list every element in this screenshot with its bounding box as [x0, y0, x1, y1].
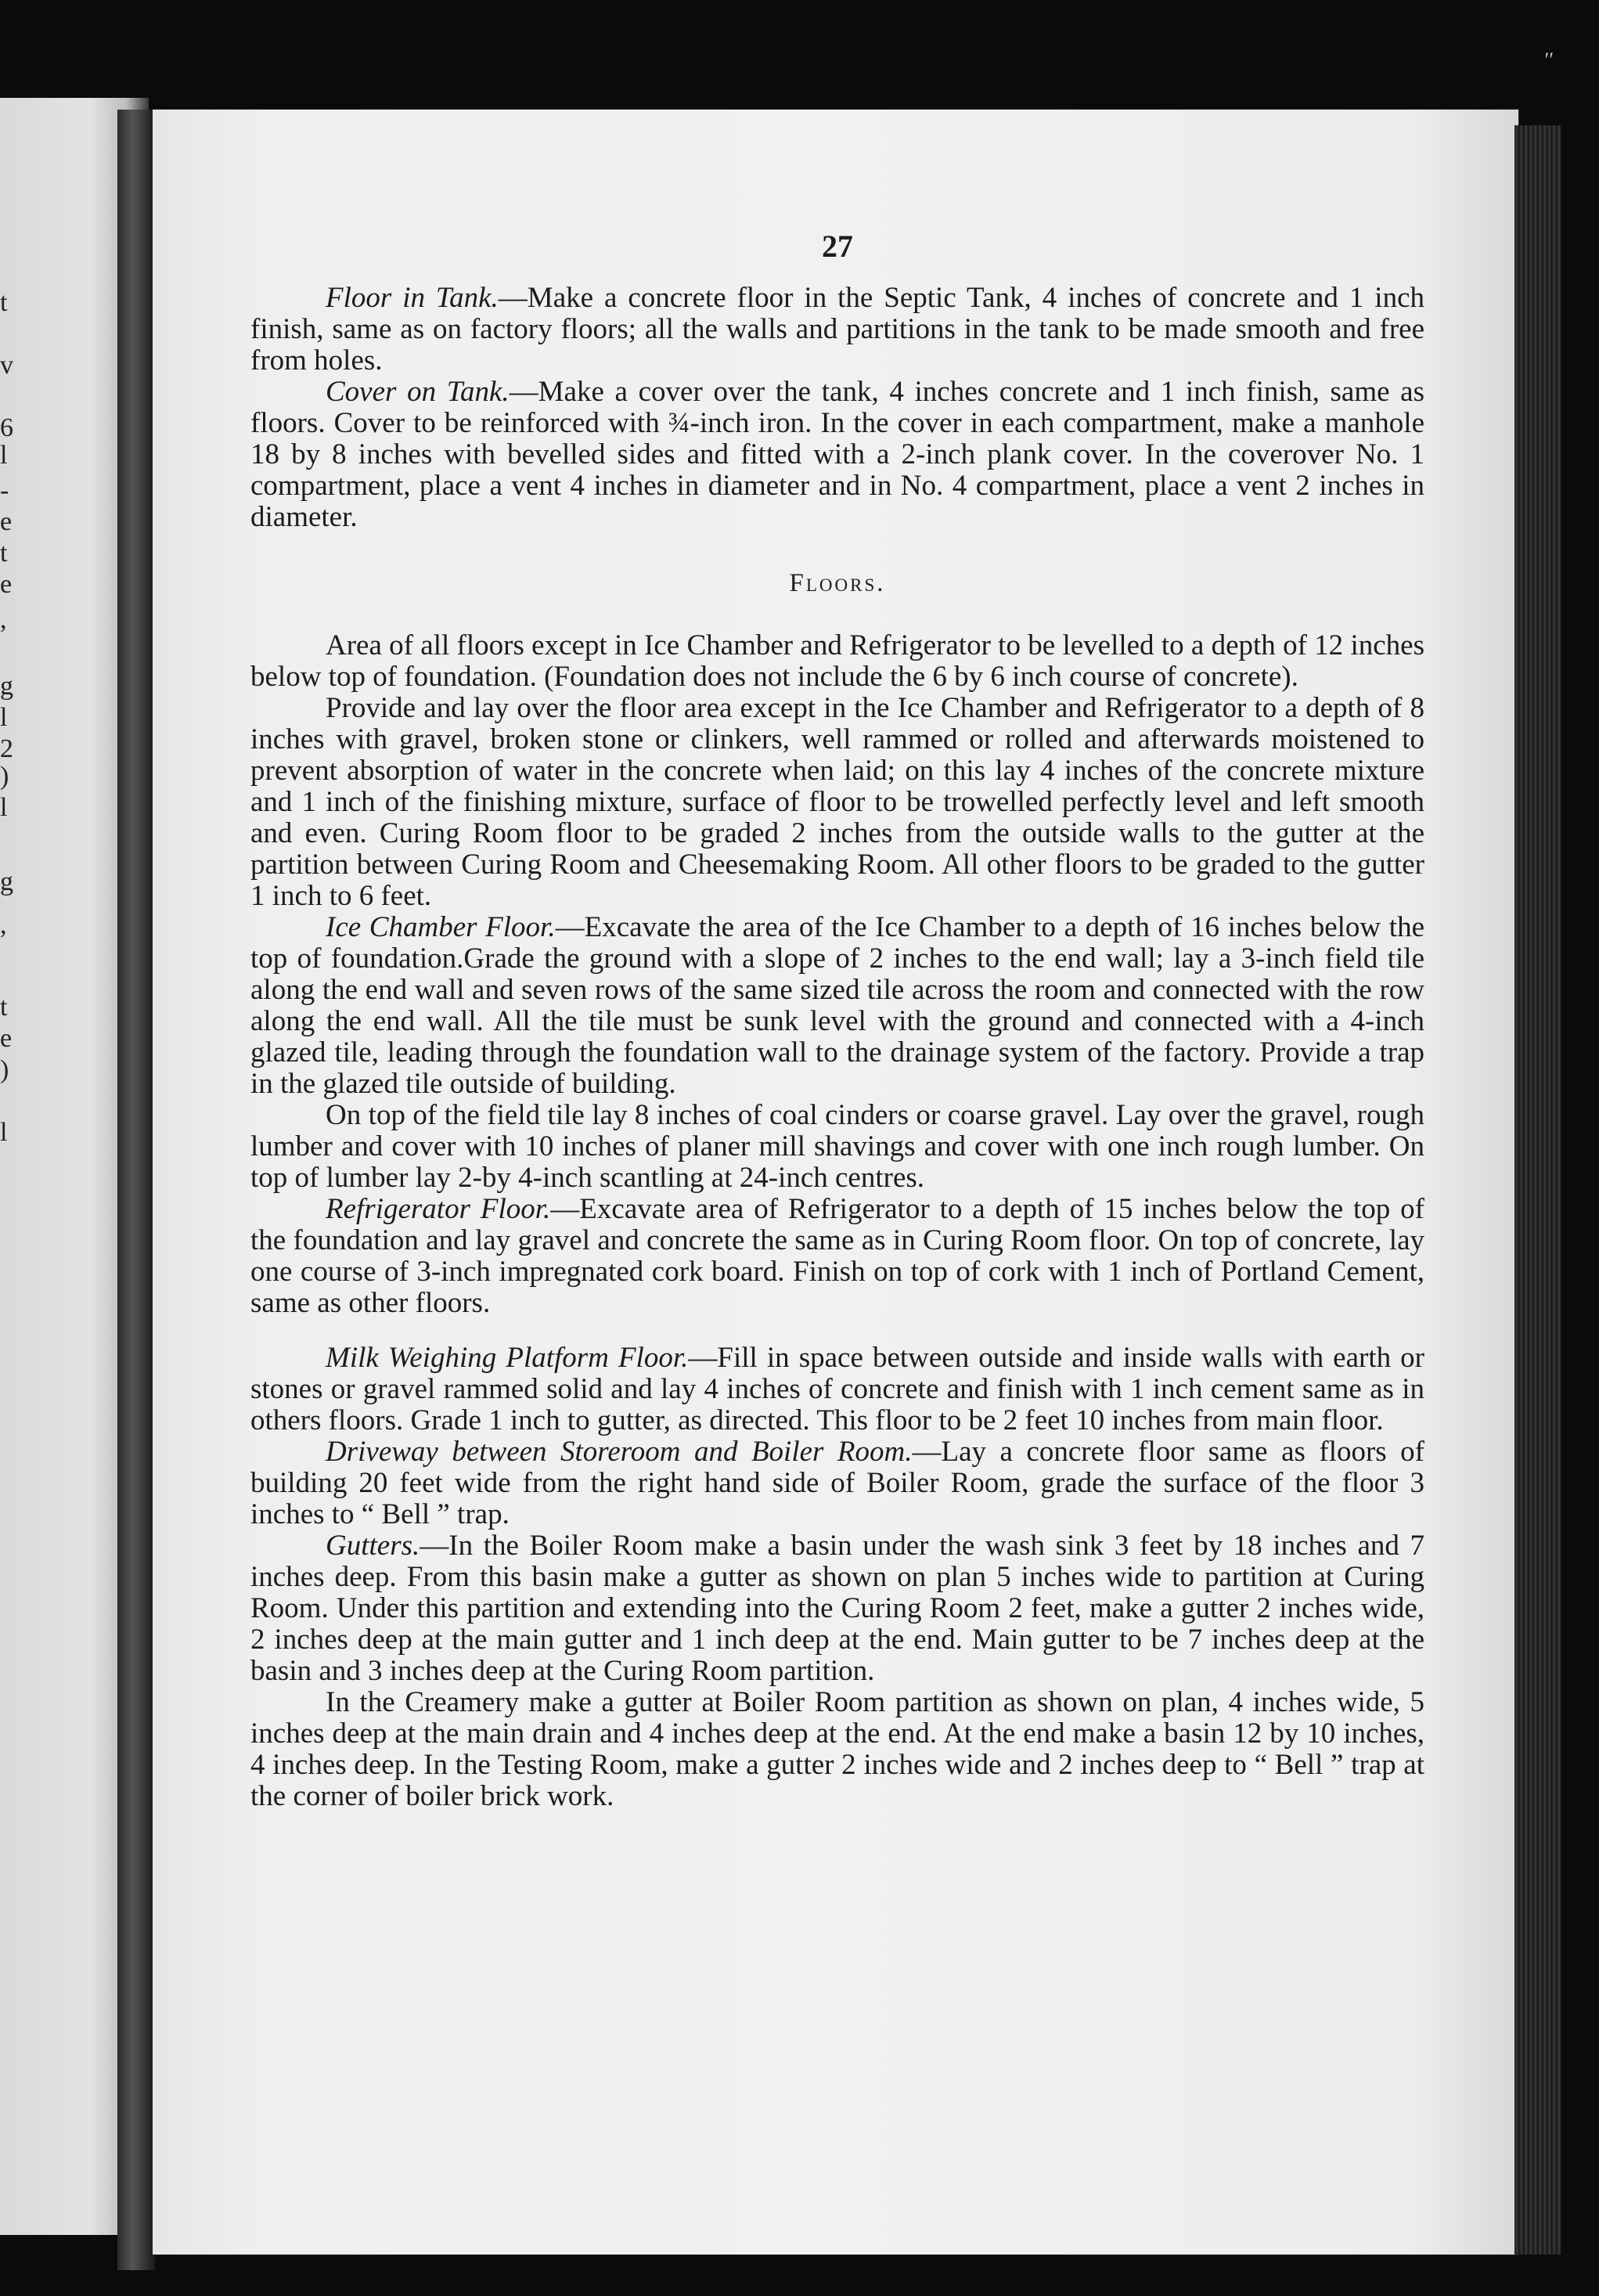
paragraph-milk-weighing-platform [250, 1343, 1424, 1436]
margin-fragment: e [0, 507, 13, 536]
paragraph-text: —Lay a concrete floor same as floors of building 20 feet wide from the right hand side of Boiler Room, grade the surface of the floor 3 inches to “ Bell ” trap. [250, 1436, 1424, 1530]
paragraph-floor-in-tank [250, 283, 1424, 377]
margin-fragment: l [0, 1118, 8, 1147]
margin-fragment: e [0, 570, 13, 599]
paragraph-text: Provide and lay over the floor area except in the Ice Chamber and Refrigerator to a depth of 8 inches with gravel, broken stone or clinkers, well rammed or rolled and afterwards moistened to prevent absorption of water in the concrete when laid; on this lay 4 inches of the concrete mixture and 1 inch of the finishing mixture, surface of floor to be trowelled perfectly level and left smooth and even. Curing Room floor to be graded 2 inches from the outside walls to the gutter at the partition between Curing Room and Cheesemaking Room. All other floors to be graded to the gutter 1 inch to 6 feet. [250, 692, 1424, 912]
paragraph-text: —Make a cover over the tank, 4 inches concrete and 1 inch finish, same as floors. Cover to be reinforced with ¾-inch iron. In the cover in each compartment, make a manhole 18 by 8 inches with bevelled sides and fitted with a 2-inch plank cover. In the coverover No. 1 compartment, place a vent 4 inches in diameter and in No. 4 compartment, place a vent 2 inches in diameter. [250, 376, 1425, 533]
paragraph-lead: Cover on Tank. [326, 376, 510, 408]
paragraph-text: —Make a concrete floor in the Septic Tank, 4 inches of concrete and 1 inch finish, same as on factory floors; all the walls and partitions in the tank to be made smooth and free from holes. [250, 282, 1425, 377]
page-content [250, 231, 1424, 1812]
paragraph-lead: Refrigerator Floor. [326, 1193, 551, 1225]
margin-fragment: , [0, 910, 7, 939]
margin-fragment: g [0, 672, 13, 701]
paragraph-lead: Driveway between Storeroom and Boiler Room. [326, 1436, 913, 1468]
paragraph-gutters [250, 1530, 1424, 1687]
margin-fragment: t [0, 288, 8, 317]
page-number: 27 [822, 229, 853, 264]
margin-fragment: e [0, 1024, 13, 1053]
margin-fragment: l [0, 703, 8, 732]
paragraph-lead: Gutters. [326, 1530, 420, 1562]
book-page [153, 110, 1518, 2255]
paragraph-text: In the Creamery make a gutter at Boiler Room partition as shown on plan, 4 inches wide, 5 inches deep at the main drain and 4 inches deep at the end. At the end make a basin 12 by 10 inches, 4 inches deep. In the Testing Room, make a gutter 2 inches wide and 2 inches deep to “ Bell ” trap at the corner of boiler brick work. [250, 1686, 1424, 1812]
paragraph-text: —Fill in space between outside and inside walls with earth or stones or gravel rammed solid and lay 4 inches of concrete and finish with 1 inch cement same as in others floors. Grade 1 inch to gutter, as directed. This floor to be 2 feet 10 inches from main floor. [250, 1342, 1424, 1436]
margin-fragment: , [0, 605, 7, 634]
margin-fragment: 2 [0, 734, 13, 763]
book-spine-gutter [117, 110, 155, 2270]
paragraph-floor-levels [250, 630, 1424, 693]
margin-fragment: l [0, 441, 8, 470]
paragraph-ice-chamber-floor [250, 912, 1424, 1100]
paragraph-refrigerator-floor [250, 1194, 1424, 1319]
page-stack-edge [1514, 125, 1561, 2255]
paragraph-lead: Milk Weighing Platform Floor. [326, 1342, 689, 1374]
margin-fragment: - [0, 476, 9, 505]
margin-fragment: g [0, 867, 13, 896]
paragraph-text: —In the Boiler Room make a basin under the wash sink 3 feet by 18 inches and 7 inches deep. From this basin make a gutter as shown on plan 5 inches wide to partition at Curing Room. Under this partition and extending into the Curing Room 2 feet, make a gutter 2 inches wide, 2 inches deep at the main gutter and 1 inch deep at the end. Main gutter to be 7 inches deep at the basin and 3 inches deep at the Curing Room partition. [250, 1530, 1424, 1687]
paragraph-driveway [250, 1436, 1424, 1530]
corner-mark: ′′ [1544, 49, 1554, 71]
paragraph-text: —Excavate the area of the Ice Chamber to a depth of 16 inches below the top of foundation.Grade the ground with a slope of 2 inches to the end wall; lay a 3-inch field tile along the end wall and seven rows of the same sized tile across the room and connected with the row along the end wall. All the tile must be sunk level with the ground and connected with a 4-inch glazed tile, leading through the foundation wall to the drainage system of the factory. Provide a trap in the glazed tile outside of building. [250, 911, 1424, 1100]
paragraph-lead: Floor in Tank. [326, 282, 499, 314]
paragraph-text: —Excavate area of Refrigerator to a depth of 15 inches below the top of the foundation and lay gravel and concrete the same as in Curing Room floor. On top of concrete, lay one course of 3-inch impregnated cork board. Finish on top of cork with 1 inch of Portland Cement, same as other floors. [250, 1193, 1424, 1319]
margin-fragment: t [0, 539, 8, 568]
paragraph-field-tile [250, 1100, 1424, 1194]
margin-fragment: t [0, 993, 8, 1022]
margin-fragment: ) [0, 762, 9, 791]
margin-fragment: ) [0, 1055, 9, 1084]
paragraph-text: Area of all floors except in Ice Chamber and Refrigerator to be levelled to a depth of 12 inches below top of foundation. (Foundation does not include the 6 by 6 inch course of concrete). [250, 629, 1424, 693]
margin-fragment: v [0, 351, 13, 380]
section-heading: Floors. [789, 569, 886, 597]
left-page-margin-text [0, 98, 23, 2235]
margin-fragment: l [0, 793, 8, 822]
paragraph-floor-area [250, 693, 1424, 912]
paragraph-lead: Ice Chamber Floor. [326, 911, 556, 943]
paragraph-creamery-gutter [250, 1687, 1424, 1812]
paragraph-cover-on-tank [250, 377, 1424, 533]
paragraph-text: On top of the field tile lay 8 inches of coal cinders or coarse gravel. Lay over the gravel, rough lumber and cover with 10 inches of planer mill shavings and cover with one inch rough lumber. On top of lumber lay 2-by 4-inch scantling at 24-inch centres. [250, 1099, 1424, 1194]
margin-fragment: 6 [0, 413, 13, 442]
